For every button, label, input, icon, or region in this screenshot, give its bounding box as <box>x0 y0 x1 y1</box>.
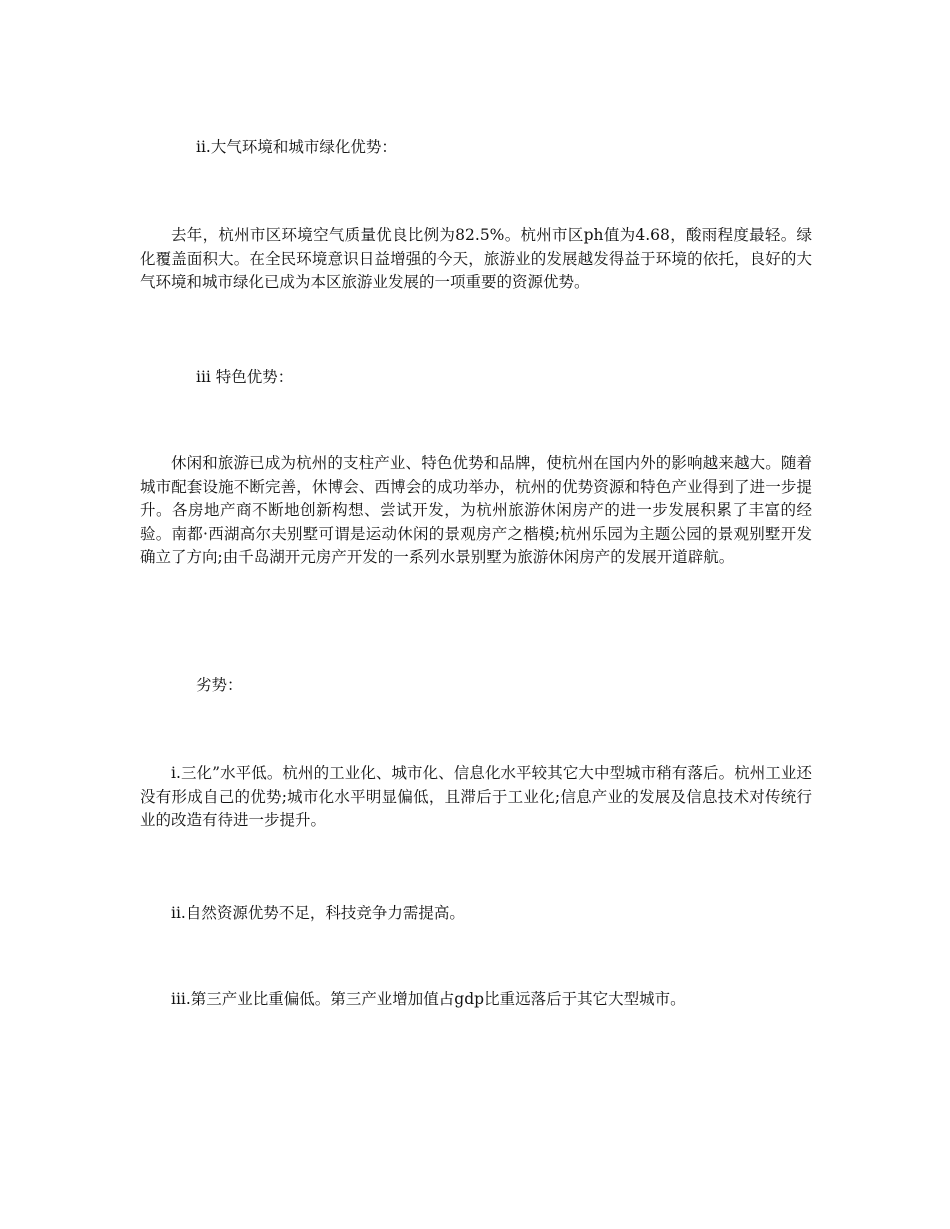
paragraph-weakness-tertiary-industry: iii.第三产业比重偏低。第三产业增加值占gdp比重远落后于其它大型城市。 <box>171 990 686 1008</box>
paragraph-weakness-natural-resources: ii.自然资源优势不足，科技竞争力需提高。 <box>171 904 465 922</box>
heading-feature-advantage: iii 特色优势： <box>196 368 294 386</box>
heading-air-greening-advantage: ii.大气环境和城市绿化优势： <box>196 138 397 156</box>
paragraph-air-quality: 去年，杭州市区环境空气质量优良比例为82.5%。杭州市区ph值为4.68，酸雨程度最轻。绿化覆盖面积大。在全民环境意识日益增强的今天，旅游业的发展越发得益于环境的依托，良好的大气环境和城市绿化已成为本区旅游业发展的一项重要的资源优势。 <box>140 226 812 291</box>
paragraph-feature-advantage: 休闲和旅游已成为杭州的支柱产业、特色优势和品牌，使杭州在国内外的影响越来越大。随着城市配套设施不断完善，休博会、西博会的成功举办，杭州的优势资源和特色产业得到了进一步提升。各房地产商不断地创新构想、尝试开发，为杭州旅游休闲房产的进一步发展积累了丰富的经验。南都·西湖高尔夫别墅可谓是运动休闲的景观房产之楷模;杭州乐园为主题公园的景观别墅开发确立了方向;由千岛湖开元房产开发的一系列水景别墅为旅游休闲房产的发展开道辟航。 <box>140 454 812 566</box>
heading-weakness: 劣势： <box>196 676 243 694</box>
paragraph-weakness-industrialization: i.三化”水平低。杭州的工业化、城市化、信息化水平较其它大中型城市稍有落后。杭州工业还没有形成自己的优势;城市化水平明显偏低，且滞后于工业化;信息产业的发展及信息技术对传统行业的改造有待进一步提升。 <box>140 764 812 829</box>
